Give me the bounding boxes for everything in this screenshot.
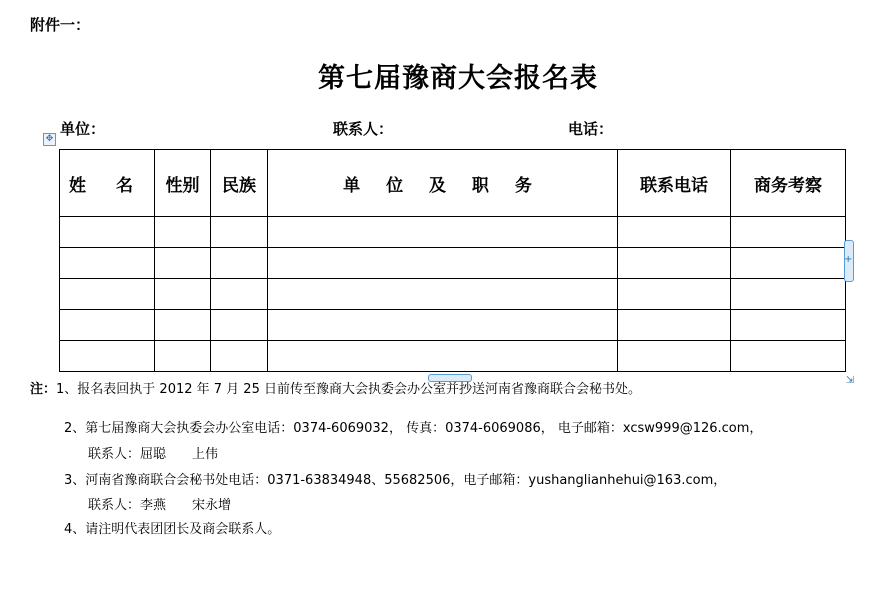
table-cell[interactable] bbox=[211, 248, 268, 279]
note-2-contact-2: 上伟 bbox=[192, 447, 219, 462]
add-column-icon: + bbox=[844, 254, 853, 265]
table-cell[interactable] bbox=[618, 341, 731, 372]
table-cell[interactable] bbox=[211, 341, 268, 372]
table-cell[interactable] bbox=[618, 310, 731, 341]
note-3-contact-2: 宋永增 bbox=[192, 498, 232, 513]
note-lead: 注： bbox=[30, 382, 57, 397]
table-cell[interactable] bbox=[618, 279, 731, 310]
table-cell[interactable] bbox=[211, 217, 268, 248]
table-cell[interactable] bbox=[731, 310, 846, 341]
table-cell[interactable] bbox=[155, 341, 211, 372]
note-item-2: 2、第七届豫商大会执委会办公室电话：0374-6069032， 传真：0374-6069086， 电子邮箱：xcsw999@126.com， bbox=[64, 421, 763, 436]
table-cell[interactable] bbox=[268, 217, 618, 248]
registration-table bbox=[59, 149, 846, 372]
table-cell[interactable] bbox=[618, 217, 731, 248]
attachment-label: 附件一： bbox=[30, 16, 91, 34]
table-cell[interactable] bbox=[155, 279, 211, 310]
header-gender: 性别 bbox=[155, 150, 211, 217]
unit-field-label: 单位： bbox=[60, 120, 106, 138]
phone-field-label: 电话： bbox=[568, 120, 614, 138]
contact-field-label: 联系人： bbox=[333, 120, 394, 138]
note-item-1 bbox=[30, 378, 641, 397]
table-cell[interactable] bbox=[60, 279, 155, 310]
table-row bbox=[60, 248, 846, 279]
note-item-3-contacts bbox=[88, 494, 231, 513]
table-cell[interactable] bbox=[155, 248, 211, 279]
table-cell[interactable] bbox=[60, 341, 155, 372]
note-item-2-contacts bbox=[88, 443, 218, 462]
table-cell[interactable] bbox=[618, 248, 731, 279]
table-cell[interactable] bbox=[268, 310, 618, 341]
table-row bbox=[60, 279, 846, 310]
note-3-contact-1: 联系人：李燕 bbox=[88, 498, 167, 513]
table-cell[interactable] bbox=[731, 217, 846, 248]
note-item-4: 4、请注明代表团团长及商会联系人。 bbox=[64, 522, 281, 537]
table-cell[interactable] bbox=[268, 341, 618, 372]
header-name: 姓 名 bbox=[60, 150, 155, 217]
note-2-contact-1: 联系人：屈聪 bbox=[88, 447, 167, 462]
table-cell[interactable] bbox=[211, 310, 268, 341]
note-text-1: 1、报名表回执于 2012 年 7 月 25 日前传至豫商大会执委会办公室并抄送河南省豫商联合会秘书处。 bbox=[56, 382, 641, 397]
table-row bbox=[60, 341, 846, 372]
add-column-handle[interactable] bbox=[844, 240, 854, 282]
table-cell[interactable] bbox=[155, 310, 211, 341]
table-cell[interactable] bbox=[60, 248, 155, 279]
table-cell[interactable] bbox=[731, 279, 846, 310]
header-contact-phone: 联系电话 bbox=[618, 150, 731, 217]
table-cell[interactable] bbox=[60, 310, 155, 341]
table-cell[interactable] bbox=[155, 217, 211, 248]
table-cell[interactable] bbox=[268, 279, 618, 310]
table-header-row bbox=[60, 150, 846, 217]
page-title: 第七届豫商大会报名表 bbox=[318, 63, 598, 94]
table-resize-icon[interactable]: ⇲ bbox=[845, 375, 855, 386]
table-cell[interactable] bbox=[211, 279, 268, 310]
table-cell[interactable] bbox=[268, 248, 618, 279]
table-row bbox=[60, 217, 846, 248]
table-move-icon[interactable]: ✥ bbox=[43, 133, 56, 146]
note-item-3: 3、河南省豫商联合会秘书处电话：0371-63834948、55682506，电子邮箱：yushanglianhehui@163.com， bbox=[64, 473, 727, 488]
table-cell[interactable] bbox=[60, 217, 155, 248]
table-cell[interactable] bbox=[731, 341, 846, 372]
header-unit-position: 单 位 及 职 务 bbox=[268, 150, 618, 217]
table-row bbox=[60, 310, 846, 341]
header-ethnicity: 民族 bbox=[211, 150, 268, 217]
header-business-inspection: 商务考察 bbox=[731, 150, 846, 217]
table-cell[interactable] bbox=[731, 248, 846, 279]
